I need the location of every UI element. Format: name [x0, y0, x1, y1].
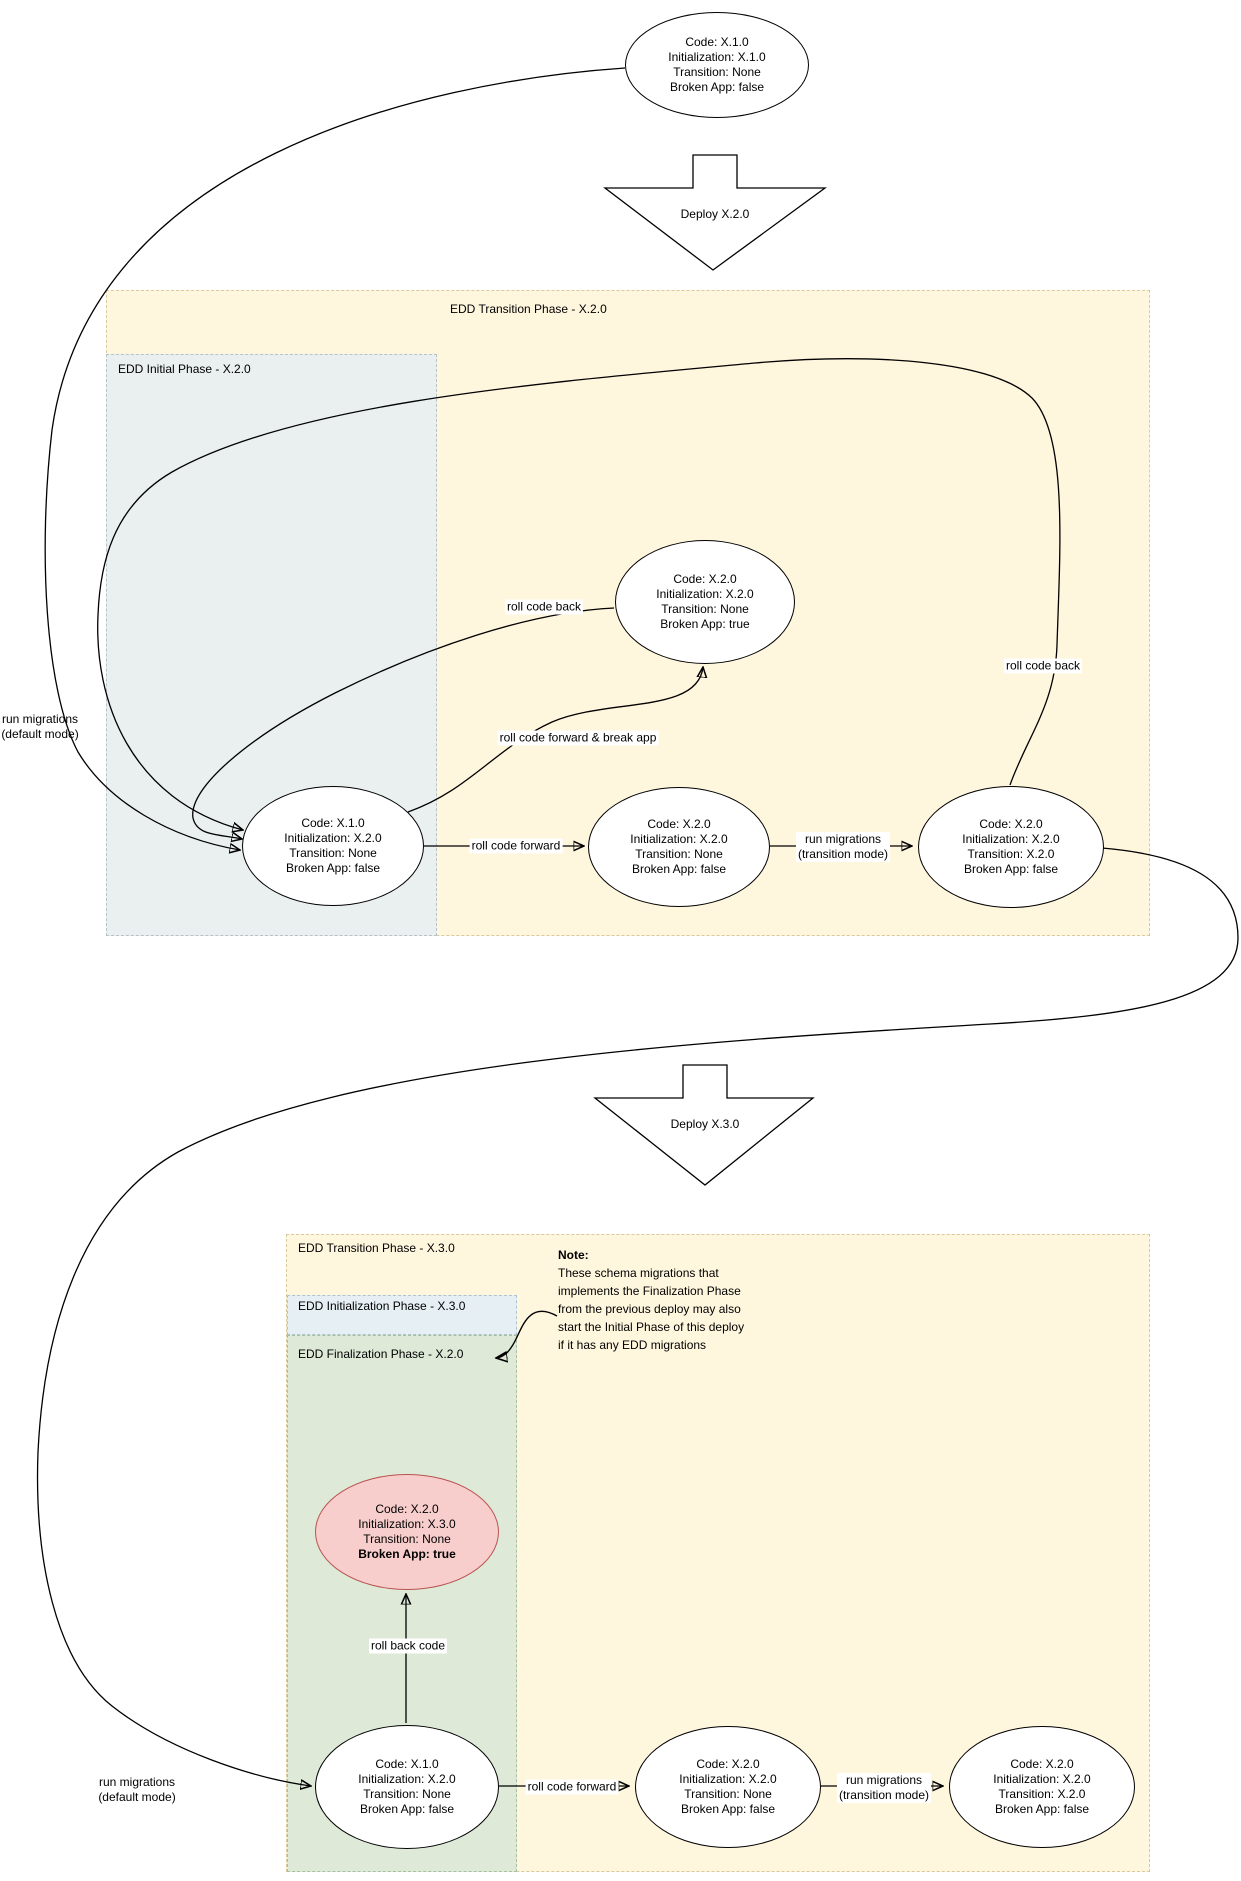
edge-label-roll-code-forward-break: roll code forward & break app — [499, 730, 657, 745]
state-node-p2-right: Code: X.2.0 Initialization: X.2.0 Transition: X.2.0 Broken App: false — [949, 1726, 1135, 1848]
edge-roll-code-back-right — [98, 359, 1060, 830]
phase-box-title-transition-x3: EDD Transition Phase - X.3.0 — [298, 1241, 455, 1255]
deploy-label-x2: Deploy X.2.0 — [680, 207, 750, 221]
state-node-p2-middle: Code: X.2.0 Initialization: X.2.0 Transition: None Broken App: false — [635, 1726, 821, 1848]
state-node-start-x1: Code: X.1.0 Initialization: X.1.0 Transition: None Broken App: false — [625, 12, 809, 118]
state-node-p2-left: Code: X.1.0 Initialization: X.2.0 Transition: None Broken App: false — [315, 1725, 499, 1849]
state-node-broken-x2: Code: X.2.0 Initialization: X.2.0 Transition: None Broken App: true — [615, 540, 795, 664]
note-text: Note: These schema migrations that implements the Finalization Phase from the previous deploy may also start the Initial Phase of this deploy if it has any EDD migrations — [558, 1248, 745, 1352]
state-node-p1-middle: Code: X.2.0 Initialization: X.2.0 Transition: None Broken App: false — [588, 787, 770, 907]
edge-label-run-migrations-default-2: run migrations (default mode) — [98, 1775, 176, 1804]
deploy-label-x3: Deploy X.3.0 — [670, 1117, 740, 1131]
phase-box-title-initial-x2: EDD Initial Phase - X.2.0 — [118, 362, 251, 376]
edge-label-run-migrations-default-1: run migrations (default mode) — [1, 712, 79, 741]
phase-box-title-finalization-x2: EDD Finalization Phase - X.2.0 — [298, 1347, 464, 1361]
state-node-p1-right: Code: X.2.0 Initialization: X.2.0 Transition: X.2.0 Broken App: false — [918, 786, 1104, 908]
edge-label-roll-code-back-mid: roll code back — [506, 599, 582, 614]
phase-box-title-transition-x2: EDD Transition Phase - X.2.0 — [450, 302, 607, 316]
edge-label-run-migrations-transition-2: run migrations (transition mode) — [838, 1773, 930, 1802]
state-node-p1-left: Code: X.1.0 Initialization: X.2.0 Transition: None Broken App: false — [242, 786, 424, 906]
edge-label-roll-code-forward-2: roll code forward — [527, 1779, 617, 1794]
phase-box-title-initialization-x3: EDD Initialization Phase - X.3.0 — [298, 1299, 466, 1313]
edge-label-run-migrations-transition-1: run migrations (transition mode) — [797, 832, 889, 861]
note-arrow — [496, 1311, 557, 1358]
edge-roll-code-back-mid — [193, 608, 614, 839]
state-node-broken-x3: Code: X.2.0 Initialization: X.3.0 Transition: None Broken App: true — [315, 1474, 499, 1590]
edge-label-roll-code-back-right: roll code back — [1005, 658, 1081, 673]
edge-label-roll-code-forward-1: roll code forward — [471, 838, 561, 853]
edge-label-roll-back-code: roll back code — [370, 1638, 446, 1653]
